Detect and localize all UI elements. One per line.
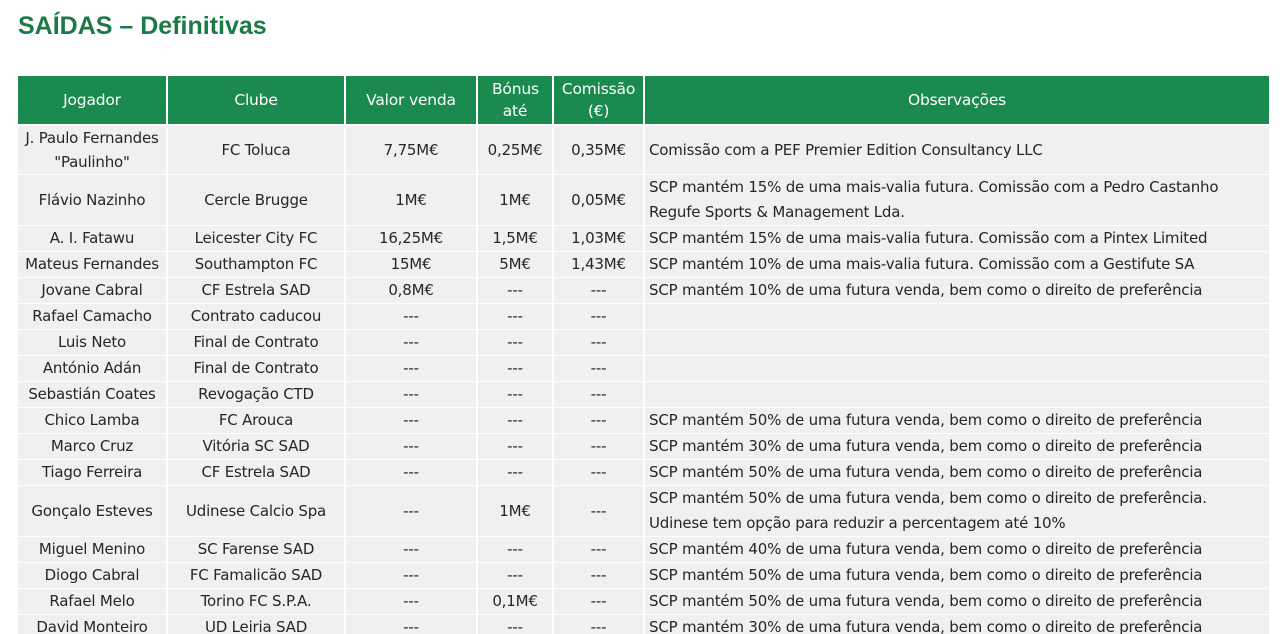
cell-jogador: J. Paulo Fernandes "Paulinho" (18, 126, 168, 175)
cell-observacoes: Comissão com a PEF Premier Edition Consultancy LLC (645, 126, 1269, 175)
cell-bonus: --- (478, 460, 554, 486)
cell-observacoes: SCP mantém 50% de uma futura venda, bem como o direito de preferência (645, 460, 1269, 486)
table-row (18, 615, 1269, 634)
cell-observacoes (645, 330, 1269, 356)
cell-jogador: Mateus Fernandes (18, 252, 168, 278)
cell-valor: 1M€ (346, 175, 478, 226)
cell-comissao: 1,03M€ (554, 226, 645, 252)
cell-clube: Revogação CTD (168, 382, 346, 408)
cell-valor: --- (346, 563, 478, 589)
table-row (18, 589, 1269, 615)
table-row (18, 330, 1269, 356)
cell-comissao: --- (554, 304, 645, 330)
header-jogador: Jogador (18, 76, 168, 126)
cell-valor: 15M€ (346, 252, 478, 278)
cell-bonus: --- (478, 330, 554, 356)
table-row (18, 252, 1269, 278)
table-row (18, 434, 1269, 460)
cell-observacoes: SCP mantém 50% de uma futura venda, bem como o direito de preferência (645, 408, 1269, 434)
cell-valor: --- (346, 356, 478, 382)
cell-clube: Udinese Calcio Spa (168, 486, 346, 537)
cell-jogador: Rafael Camacho (18, 304, 168, 330)
cell-bonus: --- (478, 408, 554, 434)
cell-observacoes: SCP mantém 50% de uma futura venda, bem como o direito de preferência (645, 563, 1269, 589)
cell-comissao: --- (554, 356, 645, 382)
cell-comissao: --- (554, 615, 645, 634)
cell-comissao: --- (554, 434, 645, 460)
cell-valor: 0,8M€ (346, 278, 478, 304)
header-comissao: Comissão (€) (554, 76, 645, 126)
cell-bonus: 1M€ (478, 486, 554, 537)
cell-clube: Leicester City FC (168, 226, 346, 252)
page-title: SAÍDAS – Definitivas (18, 12, 267, 40)
header-observacoes: Observações (645, 76, 1269, 126)
cell-valor: --- (346, 486, 478, 537)
cell-valor: 7,75M€ (346, 126, 478, 175)
cell-valor: --- (346, 330, 478, 356)
table-row (18, 408, 1269, 434)
cell-bonus: --- (478, 563, 554, 589)
cell-clube: Final de Contrato (168, 356, 346, 382)
cell-clube: Cercle Brugge (168, 175, 346, 226)
cell-comissao: --- (554, 563, 645, 589)
cell-jogador: Rafael Melo (18, 589, 168, 615)
cell-bonus: --- (478, 615, 554, 634)
cell-bonus: 0,1M€ (478, 589, 554, 615)
cell-jogador: A. I. Fatawu (18, 226, 168, 252)
cell-bonus: --- (478, 537, 554, 563)
cell-comissao: 1,43M€ (554, 252, 645, 278)
cell-observacoes (645, 382, 1269, 408)
cell-observacoes: SCP mantém 30% de uma futura venda, bem como o direito de preferência (645, 615, 1269, 634)
cell-clube: Contrato caducou (168, 304, 346, 330)
cell-clube: FC Famalicão SAD (168, 563, 346, 589)
cell-clube: Torino FC S.P.A. (168, 589, 346, 615)
header-row (18, 76, 1269, 126)
table-row (18, 382, 1269, 408)
cell-valor: 16,25M€ (346, 226, 478, 252)
cell-jogador: Flávio Nazinho (18, 175, 168, 226)
table-row (18, 460, 1269, 486)
table-row (18, 126, 1269, 175)
cell-comissao: --- (554, 382, 645, 408)
cell-jogador: Gonçalo Esteves (18, 486, 168, 537)
cell-clube: FC Arouca (168, 408, 346, 434)
cell-valor: --- (346, 408, 478, 434)
transfers-table (18, 76, 1269, 634)
cell-observacoes: SCP mantém 50% de uma futura venda, bem como o direito de preferência (645, 589, 1269, 615)
cell-valor: --- (346, 460, 478, 486)
table-row (18, 304, 1269, 330)
cell-valor: --- (346, 304, 478, 330)
cell-comissao: --- (554, 460, 645, 486)
cell-clube: Vitória SC SAD (168, 434, 346, 460)
cell-comissao: --- (554, 589, 645, 615)
table-row (18, 278, 1269, 304)
cell-comissao: --- (554, 330, 645, 356)
cell-clube: SC Farense SAD (168, 537, 346, 563)
cell-jogador: Tiago Ferreira (18, 460, 168, 486)
cell-bonus: 1M€ (478, 175, 554, 226)
cell-observacoes (645, 304, 1269, 330)
cell-comissao: 0,35M€ (554, 126, 645, 175)
cell-bonus: --- (478, 382, 554, 408)
cell-observacoes: SCP mantém 10% de uma mais-valia futura. Comissão com a Gestifute SA (645, 252, 1269, 278)
cell-bonus: --- (478, 356, 554, 382)
cell-valor: --- (346, 615, 478, 634)
header-clube: Clube (168, 76, 346, 126)
cell-clube: CF Estrela SAD (168, 460, 346, 486)
cell-jogador: Sebastián Coates (18, 382, 168, 408)
cell-jogador: António Adán (18, 356, 168, 382)
table-header (18, 76, 1269, 126)
cell-bonus: 0,25M€ (478, 126, 554, 175)
table-row (18, 537, 1269, 563)
cell-comissao: --- (554, 408, 645, 434)
cell-jogador: Diogo Cabral (18, 563, 168, 589)
table-row (18, 486, 1269, 537)
cell-bonus: --- (478, 278, 554, 304)
cell-clube: FC Toluca (168, 126, 346, 175)
cell-observacoes: SCP mantém 30% de uma futura venda, bem como o direito de preferência (645, 434, 1269, 460)
table-body (18, 126, 1269, 634)
cell-comissao: 0,05M€ (554, 175, 645, 226)
cell-jogador: David Monteiro (18, 615, 168, 634)
cell-jogador: Marco Cruz (18, 434, 168, 460)
header-valor-venda: Valor venda (346, 76, 478, 126)
cell-clube: UD Leiria SAD (168, 615, 346, 634)
cell-comissao: --- (554, 278, 645, 304)
cell-comissao: --- (554, 486, 645, 537)
cell-observacoes: SCP mantém 40% de uma futura venda, bem como o direito de preferência (645, 537, 1269, 563)
cell-clube: Final de Contrato (168, 330, 346, 356)
cell-jogador: Luis Neto (18, 330, 168, 356)
table-row (18, 356, 1269, 382)
table-row (18, 226, 1269, 252)
cell-jogador: Jovane Cabral (18, 278, 168, 304)
cell-comissao: --- (554, 537, 645, 563)
table-row (18, 175, 1269, 226)
cell-valor: --- (346, 434, 478, 460)
table-row (18, 563, 1269, 589)
cell-jogador: Chico Lamba (18, 408, 168, 434)
cell-bonus: 5M€ (478, 252, 554, 278)
cell-bonus: --- (478, 434, 554, 460)
cell-observacoes: SCP mantém 50% de uma futura venda, bem como o direito de preferência. Udinese tem opção para reduzir a percentagem até 10% (645, 486, 1269, 537)
cell-valor: --- (346, 589, 478, 615)
cell-bonus: 1,5M€ (478, 226, 554, 252)
cell-observacoes: SCP mantém 10% de uma futura venda, bem como o direito de preferência (645, 278, 1269, 304)
cell-jogador: Miguel Menino (18, 537, 168, 563)
cell-observacoes (645, 356, 1269, 382)
cell-clube: CF Estrela SAD (168, 278, 346, 304)
cell-valor: --- (346, 537, 478, 563)
cell-observacoes: SCP mantém 15% de uma mais-valia futura. Comissão com a Pedro Castanho Regufe Sports & Management Lda. (645, 175, 1269, 226)
header-bonus: Bónus até (478, 76, 554, 126)
cell-observacoes: SCP mantém 15% de uma mais-valia futura. Comissão com a Pintex Limited (645, 226, 1269, 252)
cell-clube: Southampton FC (168, 252, 346, 278)
cell-bonus: --- (478, 304, 554, 330)
cell-valor: --- (346, 382, 478, 408)
